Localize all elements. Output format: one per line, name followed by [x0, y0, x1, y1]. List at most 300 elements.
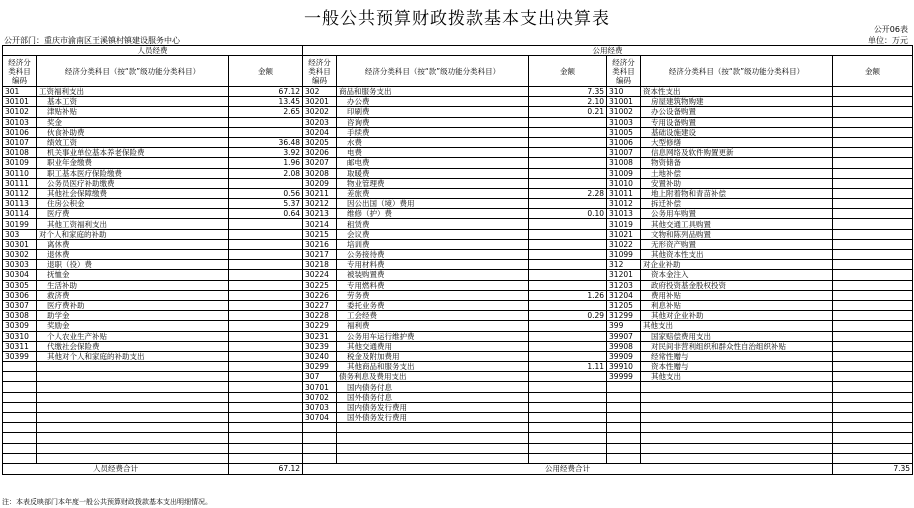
row-amount [529, 158, 607, 168]
row-amount [833, 148, 913, 158]
empty-cell [529, 443, 607, 453]
row-name: 资本性赠与 [641, 362, 833, 372]
table-row [3, 178, 913, 188]
row-amount [833, 321, 913, 331]
empty-cell [607, 453, 641, 463]
row-code: 31002 [607, 107, 641, 117]
row-name: 国外债务发行费用 [337, 413, 529, 423]
empty-cell [303, 433, 337, 443]
table-row [3, 117, 913, 127]
totals-row [3, 463, 913, 474]
table-row [3, 392, 913, 402]
row-amount [833, 372, 913, 382]
row-name: 工资福利支出 [37, 87, 229, 97]
row-code: 39907 [607, 331, 641, 341]
row-name: 办公设备购置 [641, 107, 833, 117]
row-name: 对企业补助 [641, 260, 833, 270]
code-header: 经济分类科目编码 [3, 56, 37, 87]
row-code: 31201 [607, 270, 641, 280]
row-code: 39999 [607, 372, 641, 382]
row-code: 30114 [3, 209, 37, 219]
row-amount [229, 392, 303, 402]
row-code: 31005 [607, 127, 641, 137]
row-amount [833, 209, 913, 219]
row-code: 31007 [607, 148, 641, 158]
table-row [3, 423, 913, 433]
row-name: 其他支出 [641, 372, 833, 382]
row-code: 31022 [607, 239, 641, 249]
row-amount [229, 331, 303, 341]
row-amount [529, 199, 607, 209]
row-code: 31099 [607, 250, 641, 260]
row-code [3, 362, 37, 372]
name-header: 经济分类科目（按“款”级功能分类科目） [641, 56, 833, 87]
row-code: 30299 [303, 362, 337, 372]
row-name: 奖金 [37, 117, 229, 127]
unit-label: 单位：万元 [868, 36, 908, 45]
row-name: 退职（役）费 [37, 260, 229, 270]
row-name: 租赁费 [337, 219, 529, 229]
row-code [3, 453, 37, 463]
row-code [3, 443, 37, 453]
row-amount [833, 382, 913, 392]
row-name: 拆迁补偿 [641, 199, 833, 209]
row-name: 绩效工资 [37, 137, 229, 147]
row-amount [833, 199, 913, 209]
empty-cell [303, 423, 337, 433]
row-name: 职业年金缴费 [37, 158, 229, 168]
table-row [3, 300, 913, 310]
row-code: 30310 [3, 331, 37, 341]
row-amount [833, 290, 913, 300]
empty-cell [607, 423, 641, 433]
row-code: 30224 [303, 270, 337, 280]
row-name: 抚恤金 [37, 270, 229, 280]
row-amount [229, 382, 303, 392]
row-amount [529, 239, 607, 249]
row-name [37, 443, 229, 453]
table-row [3, 351, 913, 361]
table-row [3, 280, 913, 290]
table-row [3, 382, 913, 392]
row-code: 301 [3, 87, 37, 97]
row-name: 医疗费补助 [37, 300, 229, 310]
table-row [3, 331, 913, 341]
row-code: 30301 [3, 239, 37, 249]
row-name: 其他交通费用 [337, 341, 529, 351]
empty-cell [833, 423, 913, 433]
row-name [37, 372, 229, 382]
row-code [3, 423, 37, 433]
empty-cell [337, 423, 529, 433]
row-code: 31012 [607, 199, 641, 209]
table-row [3, 209, 913, 219]
row-name: 手续费 [337, 127, 529, 137]
row-name: 咨询费 [337, 117, 529, 127]
row-name: 国家赔偿费用支出 [641, 331, 833, 341]
row-name: 基础设施建设 [641, 127, 833, 137]
row-amount [229, 423, 303, 433]
row-amount [229, 402, 303, 412]
row-code: 30308 [3, 311, 37, 321]
row-code: 30311 [3, 341, 37, 351]
row-amount [833, 362, 913, 372]
row-amount [529, 260, 607, 270]
row-name: 被装购置费 [337, 270, 529, 280]
row-amount [229, 321, 303, 331]
row-name: 退休费 [37, 250, 229, 260]
row-name [641, 392, 833, 402]
row-code: 312 [607, 260, 641, 270]
row-code: 30704 [303, 413, 337, 423]
empty-cell [833, 433, 913, 443]
row-code: 30206 [303, 148, 337, 158]
row-code: 30113 [3, 199, 37, 209]
row-code: 30201 [303, 97, 337, 107]
row-name: 地上附着物和青苗补偿 [641, 188, 833, 198]
row-amount [833, 260, 913, 270]
row-amount: 2.28 [529, 188, 607, 198]
row-name: 其他商品和服务支出 [337, 362, 529, 372]
row-code: 30211 [303, 188, 337, 198]
row-amount [833, 178, 913, 188]
row-name: 商品和服务支出 [337, 87, 529, 97]
empty-cell [833, 453, 913, 463]
row-code: 39909 [607, 351, 641, 361]
row-code [607, 382, 641, 392]
empty-cell [641, 443, 833, 453]
row-amount [229, 362, 303, 372]
table-row [3, 433, 913, 443]
row-amount: 5.37 [229, 199, 303, 209]
row-name: 安置补助 [641, 178, 833, 188]
row-code: 31011 [607, 188, 641, 198]
row-code: 31021 [607, 229, 641, 239]
row-name [37, 433, 229, 443]
row-name: 机关事业单位基本养老保险费 [37, 148, 229, 158]
row-code: 31203 [607, 280, 641, 290]
name-header: 经济分类科目（按“款”级功能分类科目） [37, 56, 229, 87]
row-name [37, 423, 229, 433]
row-amount: 13.45 [229, 97, 303, 107]
row-amount [529, 382, 607, 392]
row-amount [229, 178, 303, 188]
row-amount [229, 311, 303, 321]
row-name [37, 453, 229, 463]
table-row [3, 290, 913, 300]
row-name: 公务员医疗补助缴费 [37, 178, 229, 188]
row-code [3, 402, 37, 412]
row-code: 30307 [3, 300, 37, 310]
row-code: 30306 [3, 290, 37, 300]
row-code: 30309 [3, 321, 37, 331]
row-code: 30199 [3, 219, 37, 229]
row-name: 会议费 [337, 229, 529, 239]
row-code: 30205 [303, 137, 337, 147]
row-amount: 2.08 [229, 168, 303, 178]
empty-cell [303, 453, 337, 463]
row-code: 30701 [303, 382, 337, 392]
empty-cell [641, 423, 833, 433]
row-name: 其他对企业补助 [641, 311, 833, 321]
personnel-total-value: 67.12 [229, 463, 303, 474]
code-header: 经济分类科目编码 [303, 56, 337, 87]
row-code: 30102 [3, 107, 37, 117]
row-amount [229, 300, 303, 310]
row-name: 资本性支出 [641, 87, 833, 97]
table-row [3, 137, 913, 147]
empty-cell [641, 433, 833, 443]
row-name: 专用材料费 [337, 260, 529, 270]
row-code: 30231 [303, 331, 337, 341]
name-header: 经济分类科目（按“款”级功能分类科目） [337, 56, 529, 87]
table-row [3, 127, 913, 137]
row-amount: 2.10 [529, 97, 607, 107]
row-code: 31204 [607, 290, 641, 300]
row-amount: 0.21 [529, 107, 607, 117]
row-amount [529, 413, 607, 423]
row-name: 公务用车运行维护费 [337, 331, 529, 341]
table-body [3, 87, 913, 464]
row-code: 31013 [607, 209, 641, 219]
row-code [3, 433, 37, 443]
row-amount: 1.96 [229, 158, 303, 168]
row-amount [833, 392, 913, 402]
row-name: 离休费 [37, 239, 229, 249]
row-amount: 36.48 [229, 137, 303, 147]
empty-cell [529, 433, 607, 443]
row-name: 国内债务发行费用 [337, 402, 529, 412]
empty-cell [607, 443, 641, 453]
table-row [3, 239, 913, 249]
row-code: 30399 [3, 351, 37, 361]
page-title: 一般公共预算财政拨款基本支出决算表 [304, 9, 610, 29]
row-amount [833, 300, 913, 310]
row-amount [833, 250, 913, 260]
table-row [3, 443, 913, 453]
row-name: 津贴补贴 [37, 107, 229, 117]
row-code: 39908 [607, 341, 641, 351]
row-amount [229, 443, 303, 453]
row-name: 差旅费 [337, 188, 529, 198]
row-code: 310 [607, 87, 641, 97]
row-name: 政府投资基金股权投资 [641, 280, 833, 290]
row-amount: 0.64 [229, 209, 303, 219]
row-amount [529, 392, 607, 402]
row-amount [229, 219, 303, 229]
row-amount [833, 229, 913, 239]
row-amount [833, 87, 913, 97]
row-code: 31008 [607, 158, 641, 168]
table-row [3, 188, 913, 198]
row-amount [833, 97, 913, 107]
row-code: 31299 [607, 311, 641, 321]
row-amount [833, 219, 913, 229]
row-amount [229, 372, 303, 382]
row-code: 30112 [3, 188, 37, 198]
row-amount [529, 127, 607, 137]
empty-cell [337, 453, 529, 463]
row-amount [229, 127, 303, 137]
table-row [3, 219, 913, 229]
row-name: 国内债务付息 [337, 382, 529, 392]
row-code: 30305 [3, 280, 37, 290]
public-total-label: 公用经费合计 [303, 463, 833, 474]
table-row [3, 311, 913, 321]
row-name: 其他对个人和家庭的补助支出 [37, 351, 229, 361]
row-amount [229, 260, 303, 270]
row-name: 利息补贴 [641, 300, 833, 310]
empty-cell [641, 453, 833, 463]
row-amount [229, 239, 303, 249]
row-amount [529, 351, 607, 361]
row-code [3, 392, 37, 402]
row-code: 30110 [3, 168, 37, 178]
row-amount: 0.29 [529, 311, 607, 321]
row-name: 费用补贴 [641, 290, 833, 300]
row-amount [529, 331, 607, 341]
row-name: 其他资本性支出 [641, 250, 833, 260]
row-code: 30218 [303, 260, 337, 270]
row-code: 30202 [303, 107, 337, 117]
row-code: 303 [3, 229, 37, 239]
table-row [3, 260, 913, 270]
row-code: 30209 [303, 178, 337, 188]
row-code: 30228 [303, 311, 337, 321]
row-name: 房屋建筑物购建 [641, 97, 833, 107]
row-code [3, 382, 37, 392]
row-amount [529, 219, 607, 229]
row-amount [833, 188, 913, 198]
row-name: 对民间非营利组织和群众性自治组织补贴 [641, 341, 833, 351]
row-code: 31009 [607, 168, 641, 178]
row-name: 救济费 [37, 290, 229, 300]
row-name: 因公出国（境）费用 [337, 199, 529, 209]
empty-cell [529, 453, 607, 463]
row-name: 公务用车购置 [641, 209, 833, 219]
row-name: 委托业务费 [337, 300, 529, 310]
row-code: 30215 [303, 229, 337, 239]
row-name: 经常性赠与 [641, 351, 833, 361]
row-amount [529, 148, 607, 158]
row-code: 30226 [303, 290, 337, 300]
row-code: 31006 [607, 137, 641, 147]
row-amount [229, 413, 303, 423]
row-amount [529, 270, 607, 280]
row-amount [529, 280, 607, 290]
empty-cell [337, 443, 529, 453]
row-code: 30213 [303, 209, 337, 219]
row-amount [529, 372, 607, 382]
row-name: 取暖费 [337, 168, 529, 178]
table-row [3, 321, 913, 331]
table-row [3, 413, 913, 423]
row-name: 个人农业生产补贴 [37, 331, 229, 341]
row-name: 物资储备 [641, 158, 833, 168]
row-name [641, 402, 833, 412]
row-name [37, 392, 229, 402]
row-name: 办公费 [337, 97, 529, 107]
empty-cell [833, 443, 913, 453]
row-amount [229, 117, 303, 127]
row-code: 30227 [303, 300, 337, 310]
row-name [641, 413, 833, 423]
row-amount: 2.65 [229, 107, 303, 117]
row-code: 30212 [303, 199, 337, 209]
row-amount [833, 413, 913, 423]
table-row [3, 453, 913, 463]
row-amount: 67.12 [229, 87, 303, 97]
row-code: 30229 [303, 321, 337, 331]
row-name: 职工基本医疗保险缴费 [37, 168, 229, 178]
row-code: 31010 [607, 178, 641, 188]
table-row [3, 148, 913, 158]
row-name: 专用燃料费 [337, 280, 529, 290]
row-name: 文物和陈列品购置 [641, 229, 833, 239]
row-amount [229, 250, 303, 260]
row-code: 31001 [607, 97, 641, 107]
row-amount [529, 341, 607, 351]
row-amount [833, 107, 913, 117]
row-code: 31019 [607, 219, 641, 229]
row-amount: 3.92 [229, 148, 303, 158]
row-name: 其他社会保障缴费 [37, 188, 229, 198]
row-name: 其他工资福利支出 [37, 219, 229, 229]
row-amount [229, 290, 303, 300]
table-row [3, 270, 913, 280]
row-name: 邮电费 [337, 158, 529, 168]
row-code: 30225 [303, 280, 337, 290]
row-code [3, 372, 37, 382]
table-row [3, 168, 913, 178]
row-name: 印刷费 [337, 107, 529, 117]
row-name: 物业管理费 [337, 178, 529, 188]
row-amount [833, 270, 913, 280]
row-amount [529, 250, 607, 260]
table-row [3, 87, 913, 97]
row-code: 307 [303, 372, 337, 382]
row-amount [833, 117, 913, 127]
row-name: 信息网络及软件购置更新 [641, 148, 833, 158]
row-amount [833, 127, 913, 137]
row-name: 伙食补助费 [37, 127, 229, 137]
row-name: 助学金 [37, 311, 229, 321]
row-code: 30303 [3, 260, 37, 270]
row-amount [833, 168, 913, 178]
row-amount [529, 168, 607, 178]
row-code: 30302 [3, 250, 37, 260]
empty-cell [337, 433, 529, 443]
row-name: 劳务费 [337, 290, 529, 300]
row-amount [833, 311, 913, 321]
row-name [37, 382, 229, 392]
personnel-header: 人员经费 [3, 46, 303, 56]
row-code: 31205 [607, 300, 641, 310]
row-name: 培训费 [337, 239, 529, 249]
row-code: 30304 [3, 270, 37, 280]
row-name: 无形资产购置 [641, 239, 833, 249]
row-code: 30107 [3, 137, 37, 147]
table-row [3, 402, 913, 412]
empty-cell [607, 433, 641, 443]
row-amount [529, 137, 607, 147]
row-amount [833, 402, 913, 412]
row-code [3, 413, 37, 423]
row-name: 国外债务付息 [337, 392, 529, 402]
table-row [3, 229, 913, 239]
row-code: 30214 [303, 219, 337, 229]
row-name: 工会经费 [337, 311, 529, 321]
